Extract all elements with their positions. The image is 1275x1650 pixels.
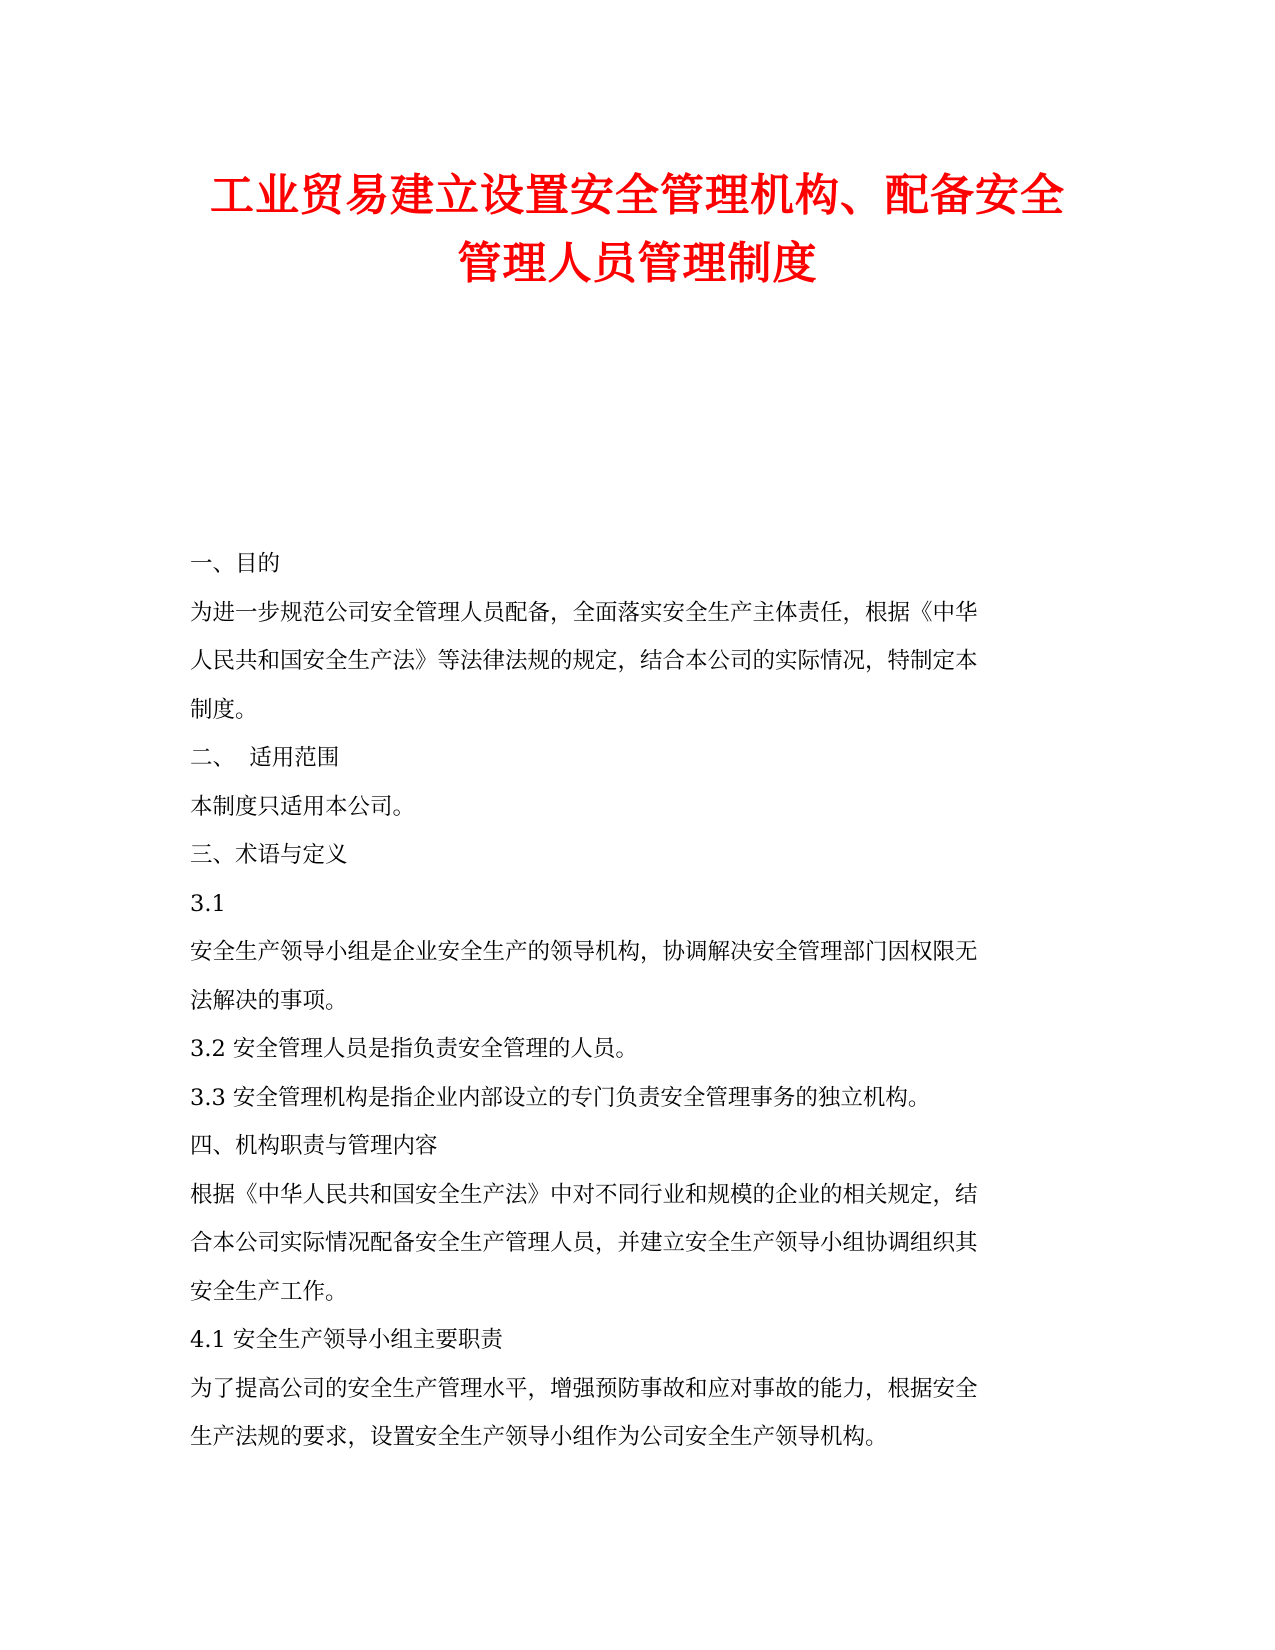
title-line: 工业贸易建立设置安全管理机构、配备安全 [210,170,1065,221]
text-line: 3.1 [190,890,226,917]
heading-scope [190,734,1070,783]
text-line: 四、机构职责与管理内容 [190,1133,438,1159]
paragraph-term-3-1 [190,928,1070,1025]
text-line: 安全生产领导小组是企业安全生产的领导机构，协调解决安全管理部门因权限无 [190,939,978,965]
paragraph-purpose [190,589,1070,735]
text-line: 法解决的事项。 [190,987,348,1014]
heading-purpose [190,540,1070,589]
text-line: 4.1 安全生产领导小组主要职责 [190,1327,503,1353]
paragraph-scope [190,783,1070,832]
text-line: 制度。 [190,696,258,723]
text-line: 三、术语与定义 [190,842,348,868]
text-line: 根据《中华人民共和国安全生产法》中对不同行业和规模的企业的相关规定，结 [190,1181,978,1208]
text-line: 本制度只适用本公司。 [190,793,416,820]
text-line: 为进一步规范公司安全管理人员配备，全面落实安全生产主体责任，根据《中华 [190,599,978,626]
text-line: 安全生产工作。 [190,1278,348,1305]
text-line: 合本公司实际情况配备安全生产管理人员，并建立安全生产领导小组协调组织其 [190,1230,978,1256]
paragraph-term-3-3 [190,1074,1070,1123]
heading-4-1 [190,1316,1070,1365]
text-line: 3.3 安全管理机构是指企业内部设立的专门负责安全管理事务的独立机构。 [190,1084,931,1111]
text-line: 一、目的 [190,551,281,577]
paragraph-4-1 [190,1365,1070,1462]
clause-number [190,880,1070,929]
document-title [150,162,1125,298]
heading-responsibilities [190,1122,1070,1171]
paragraph-term-3-2 [190,1025,1070,1074]
heading-terms [190,831,1070,880]
text-line: 生产法规的要求，设置安全生产领导小组作为公司安全生产领导机构。 [190,1424,888,1450]
text-line: 二、 适用范围 [190,745,340,771]
text-line: 人民共和国安全生产法》等法律法规的规定，结合本公司的实际情况，特制定本 [190,648,978,674]
paragraph-responsibilities [190,1171,1070,1317]
document-body [190,540,1070,1462]
title-line: 管理人员管理制度 [457,238,818,289]
text-line: 为了提高公司的安全生产管理水平，增强预防事故和应对事故的能力，根据安全 [190,1375,978,1402]
text-line: 3.2 安全管理人员是指负责安全管理的人员。 [190,1036,638,1062]
